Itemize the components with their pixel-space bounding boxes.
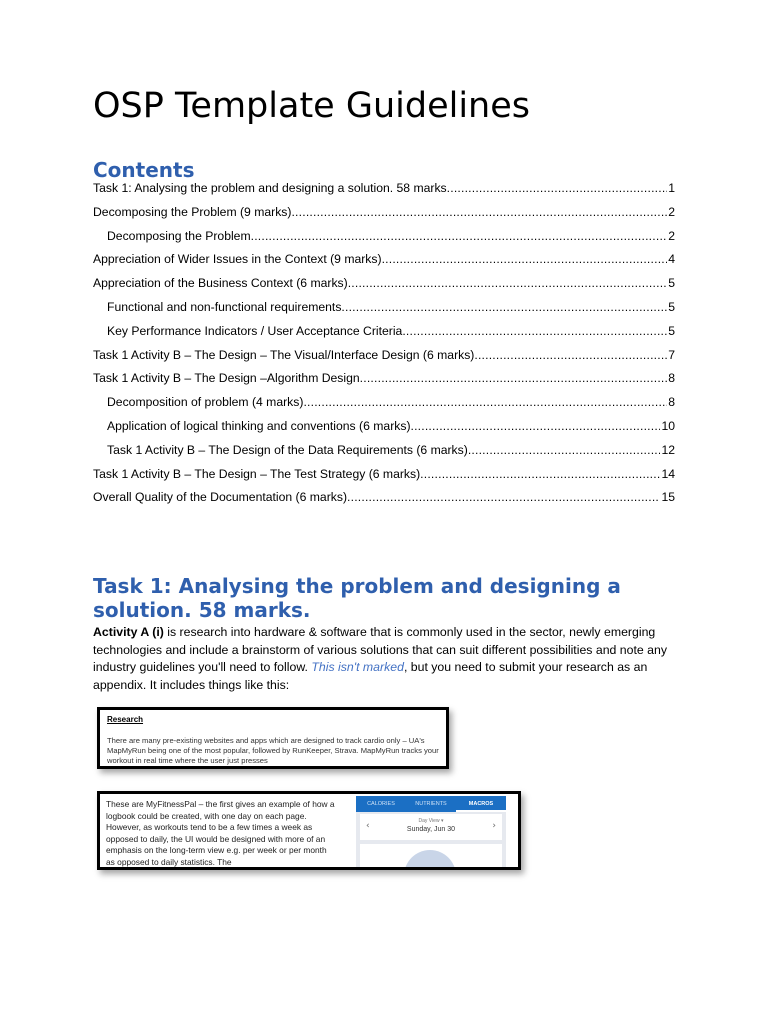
toc-page-number: 7 (668, 347, 675, 362)
toc-entry[interactable] (93, 181, 675, 205)
tab-calories: CALORIES (367, 801, 395, 807)
toc-leader-dots (420, 467, 660, 481)
document-title: OSP Template Guidelines (93, 86, 531, 126)
toc-entry[interactable] (93, 419, 675, 443)
toc-leader-dots (341, 300, 667, 314)
tab-nutrients: NUTRIENTS (415, 801, 447, 807)
toc-entry-text: Application of logical thinking and conventions (6 marks) (107, 418, 411, 433)
toc-entry[interactable] (93, 467, 675, 491)
toc-entry-text: Decomposition of problem (4 marks) (107, 395, 304, 410)
toc-entry-text: Functional and non-functional requirements (107, 299, 342, 314)
toc-page-number: 8 (668, 395, 675, 410)
toc-page-number: 1 (668, 181, 675, 195)
paragraph-text-2: , but you need to submit your research as an appendix. It includes things like this: (93, 660, 648, 692)
toc-entry[interactable] (93, 490, 675, 514)
toc-entry-text: Task 1 Activity B – The Design of the Data Requirements (6 marks) (107, 442, 468, 457)
toc-entry-text: Key Performance Indicators / User Acceptance Criteria (107, 323, 403, 338)
app-tab-bar (356, 796, 506, 812)
paragraph-text-1: is research into hardware & software that is commonly used in the sector, newly emerging technologies and include a brainstorm of various solutions that can suit different possibilities and note any industry guidelines you'll need to follow. (93, 625, 667, 675)
toc-leader-dots (411, 419, 661, 433)
myfitnesspal-text: These are MyFitnessPal – the first gives an example of how a logbook could be created, with one day on each page. However, as workouts tend to be a few times a week as opposed to daily, the UI would be designed with more of an emphasis on the long-term view e.g. per week or per month as opposed to daily statistics. The (106, 799, 335, 867)
macro-pie-chart (404, 850, 456, 870)
research-screenshot (97, 707, 449, 769)
activity-paragraph (93, 624, 675, 694)
toc-entry[interactable] (93, 324, 675, 348)
research-text: There are many pre-existing websites and apps which are designed to track cardio only – UA's MapMyRun being one of the most popular, followed by RunKeeper, Strava. MapMyRun tracks your workout in real time where the user just presses (107, 736, 439, 765)
toc-page-number: 2 (668, 204, 675, 219)
toc-page-number: 14 (661, 466, 675, 481)
toc-leader-dots (347, 490, 660, 504)
toc-leader-dots (291, 205, 667, 219)
contents-heading: Contents (93, 158, 195, 182)
toc-leader-dots (360, 371, 668, 385)
toc-page-number: 2 (668, 228, 675, 243)
toc-entry[interactable] (93, 395, 675, 419)
toc-entry-text: Task 1 Activity B – The Design –Algorithm Design (93, 371, 360, 386)
toc-entry[interactable] (93, 205, 675, 229)
toc-page-number: 5 (668, 323, 675, 338)
toc-entry[interactable] (93, 443, 675, 467)
toc-page-number: 8 (668, 371, 675, 386)
toc-leader-dots (447, 181, 668, 195)
toc-leader-dots (468, 443, 661, 457)
toc-page-number: 10 (661, 418, 675, 433)
myfitnesspal-screenshot (97, 791, 521, 870)
app-date-bar (360, 814, 502, 840)
tab-macros: MACROS (456, 796, 506, 812)
toc-leader-dots (402, 324, 667, 338)
section-heading: Task 1: Analysing the problem and designing a solution. 58 marks. (93, 574, 621, 622)
toc-page-number: 12 (661, 442, 675, 457)
not-marked-note: This isn't marked (311, 660, 404, 675)
activity-label: Activity A (i) (93, 625, 164, 639)
toc-entry-text: Task 1 Activity B – The Design – The Test Strategy (6 marks) (93, 466, 421, 481)
toc-leader-dots (348, 276, 668, 290)
toc-leader-dots (382, 252, 668, 266)
toc-leader-dots (251, 229, 668, 243)
day-view-label: Day View ▾ (418, 818, 444, 824)
toc-entry[interactable] (93, 252, 675, 276)
research-title: Research (107, 715, 144, 724)
toc-entry-text: Task 1 Activity B – The Design – The Visual/Interface Design (6 marks) (93, 347, 475, 362)
toc-entry[interactable] (93, 300, 675, 324)
chevron-left-icon: ‹ (366, 821, 370, 831)
app-chart-card (360, 844, 502, 870)
toc-leader-dots (474, 348, 667, 362)
toc-page-number: 5 (668, 276, 675, 291)
toc-page-number: 15 (661, 490, 675, 505)
table-of-contents (93, 181, 675, 514)
toc-entry-text: Decomposing the Problem (107, 228, 251, 243)
app-date: Sunday, Jun 30 (406, 826, 456, 833)
toc-leader-dots (303, 395, 667, 409)
chevron-right-icon: › (492, 821, 496, 831)
toc-entry-text: Appreciation of the Business Context (6 marks) (93, 276, 348, 291)
toc-entry[interactable] (93, 371, 675, 395)
toc-entry-text: Task 1: Analysing the problem and designing a solution. 58 marks (93, 181, 447, 195)
toc-entry[interactable] (93, 348, 675, 372)
toc-entry-text: Decomposing the Problem (9 marks) (93, 204, 292, 219)
toc-page-number: 4 (668, 252, 675, 267)
toc-entry[interactable] (93, 276, 675, 300)
toc-entry[interactable] (93, 229, 675, 253)
toc-entry-text: Overall Quality of the Documentation (6 marks) (93, 490, 348, 505)
toc-entry-text: Appreciation of Wider Issues in the Context (9 marks) (93, 252, 382, 267)
toc-page-number: 5 (668, 299, 675, 314)
app-preview (356, 796, 506, 867)
